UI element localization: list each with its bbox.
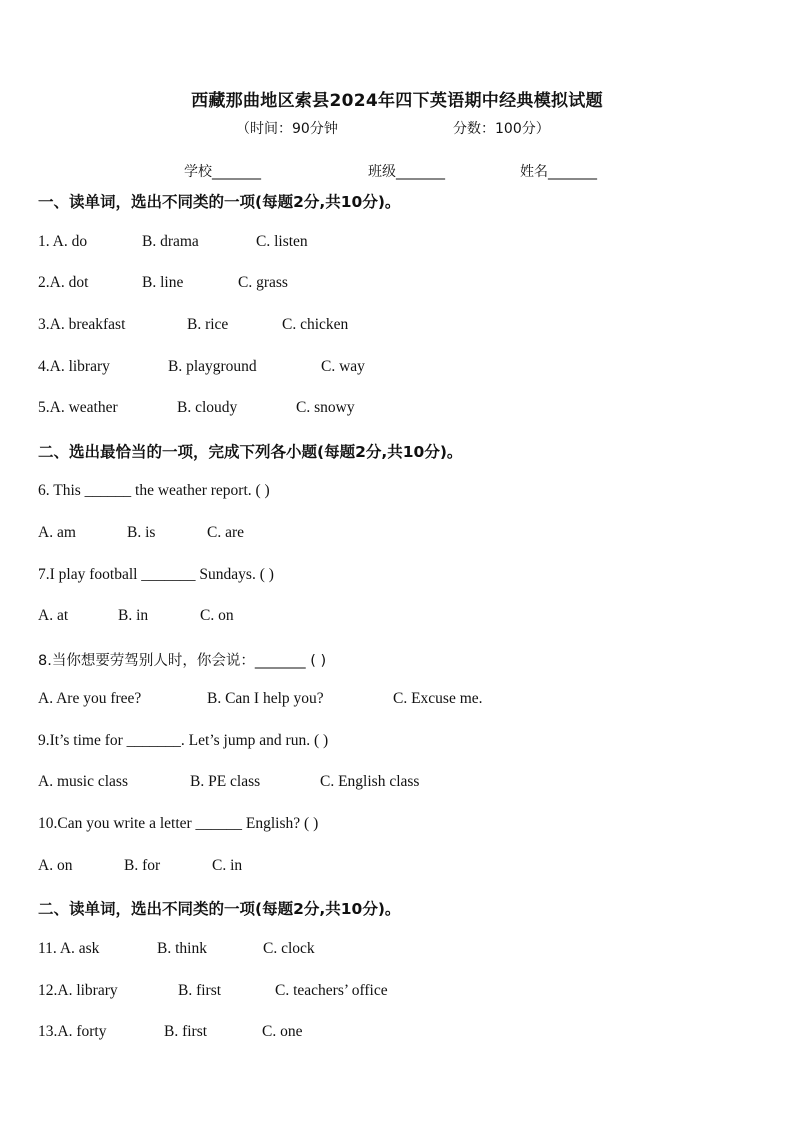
q3-option-c: C. chicken bbox=[282, 316, 349, 333]
q5-option-a: 5.A. weather bbox=[38, 399, 118, 416]
q9-option-b: B. PE class bbox=[190, 773, 261, 790]
question-7-options bbox=[38, 607, 234, 625]
q8-text: 8.当你想要劳驾别人时，你会说：_______ ( ) bbox=[38, 653, 327, 669]
q12-option-b: B. first bbox=[178, 982, 222, 999]
q8-option-b: B. Can I help you? bbox=[207, 690, 324, 707]
q5-option-c: C. snowy bbox=[296, 399, 355, 416]
q6-option-a: A. am bbox=[38, 524, 76, 541]
q9-option-a: A. music class bbox=[38, 773, 128, 790]
question-11 bbox=[38, 940, 315, 958]
question-6-options bbox=[38, 524, 244, 542]
section-heading-1: 一、读单词，选出不同类的一项(每题2分,共10分)。 bbox=[38, 193, 401, 211]
q11-option-c: C. clock bbox=[263, 940, 315, 957]
section-heading-3: 二、读单词，选出不同类的一项(每题2分,共10分)。 bbox=[38, 900, 401, 918]
q10-option-c: C. in bbox=[212, 857, 243, 874]
q10-option-a: A. on bbox=[38, 857, 73, 874]
q3-option-a: 3.A. breakfast bbox=[38, 316, 126, 333]
question-13 bbox=[38, 1023, 302, 1041]
q12-option-c: C. teachers’ office bbox=[275, 982, 388, 999]
q6-option-b: B. is bbox=[127, 524, 156, 541]
q13-option-b: B. first bbox=[164, 1023, 208, 1040]
q3-option-b: B. rice bbox=[187, 316, 229, 333]
question-10: 10.Can you write a letter ______ English? ( ) bbox=[38, 815, 319, 832]
section-heading-2: 二、选出最恰当的一项，完成下列各小题(每题2分,共10分)。 bbox=[38, 443, 463, 461]
q2-option-a: 2.A. dot bbox=[38, 274, 89, 291]
question-3 bbox=[38, 316, 348, 334]
page-title: 西藏那曲地区索县2024年四下英语期中经典模拟试题 bbox=[191, 91, 603, 111]
q12-option-a: 12.A. library bbox=[38, 982, 118, 999]
question-1 bbox=[38, 233, 308, 251]
q4-option-c: C. way bbox=[321, 358, 365, 375]
question-8-options bbox=[38, 690, 483, 708]
q7-option-b: B. in bbox=[118, 607, 149, 624]
question-10-options bbox=[38, 857, 242, 875]
question-7: 7.I play football _______ Sundays. ( ) bbox=[38, 566, 274, 583]
class-field: 班级_______ bbox=[368, 164, 445, 180]
q7-option-a: A. at bbox=[38, 607, 69, 624]
q10-option-b: B. for bbox=[124, 857, 161, 874]
q5-option-b: B. cloudy bbox=[177, 399, 238, 416]
q1-option-b: B. drama bbox=[142, 233, 199, 250]
exam-score: 分数：100分） bbox=[453, 121, 550, 137]
q8-option-a: A. Are you free? bbox=[38, 690, 142, 707]
q13-option-a: 13.A. forty bbox=[38, 1023, 107, 1040]
q6-option-c: C. are bbox=[207, 524, 245, 541]
q7-option-c: C. on bbox=[200, 607, 234, 624]
q11-option-b: B. think bbox=[157, 940, 207, 957]
q2-option-c: C. grass bbox=[238, 274, 288, 291]
q1-option-c: C. listen bbox=[256, 233, 308, 250]
question-9-options bbox=[38, 773, 419, 791]
q4-option-b: B. playground bbox=[168, 358, 257, 375]
q11-option-a: 11. A. ask bbox=[38, 940, 100, 957]
question-12 bbox=[38, 982, 388, 1000]
question-4 bbox=[38, 358, 365, 376]
q13-option-c: C. one bbox=[262, 1023, 303, 1040]
question-6: 6. This ______ the weather report. ( ) bbox=[38, 482, 270, 499]
question-2 bbox=[38, 274, 288, 292]
q2-option-b: B. line bbox=[142, 274, 184, 291]
question-8 bbox=[38, 649, 326, 670]
question-5 bbox=[38, 399, 355, 417]
name-field: 姓名_______ bbox=[520, 164, 597, 180]
q8-option-c: C. Excuse me. bbox=[393, 690, 483, 707]
question-9: 9.It’s time for _______. Let’s jump and run. ( ) bbox=[38, 732, 329, 749]
exam-time: （时间：90分钟 bbox=[236, 121, 338, 137]
q4-option-a: 4.A. library bbox=[38, 358, 110, 375]
q1-option-a: 1. A. do bbox=[38, 233, 88, 250]
q9-option-c: C. English class bbox=[320, 773, 420, 790]
school-field: 学校_______ bbox=[184, 164, 261, 180]
